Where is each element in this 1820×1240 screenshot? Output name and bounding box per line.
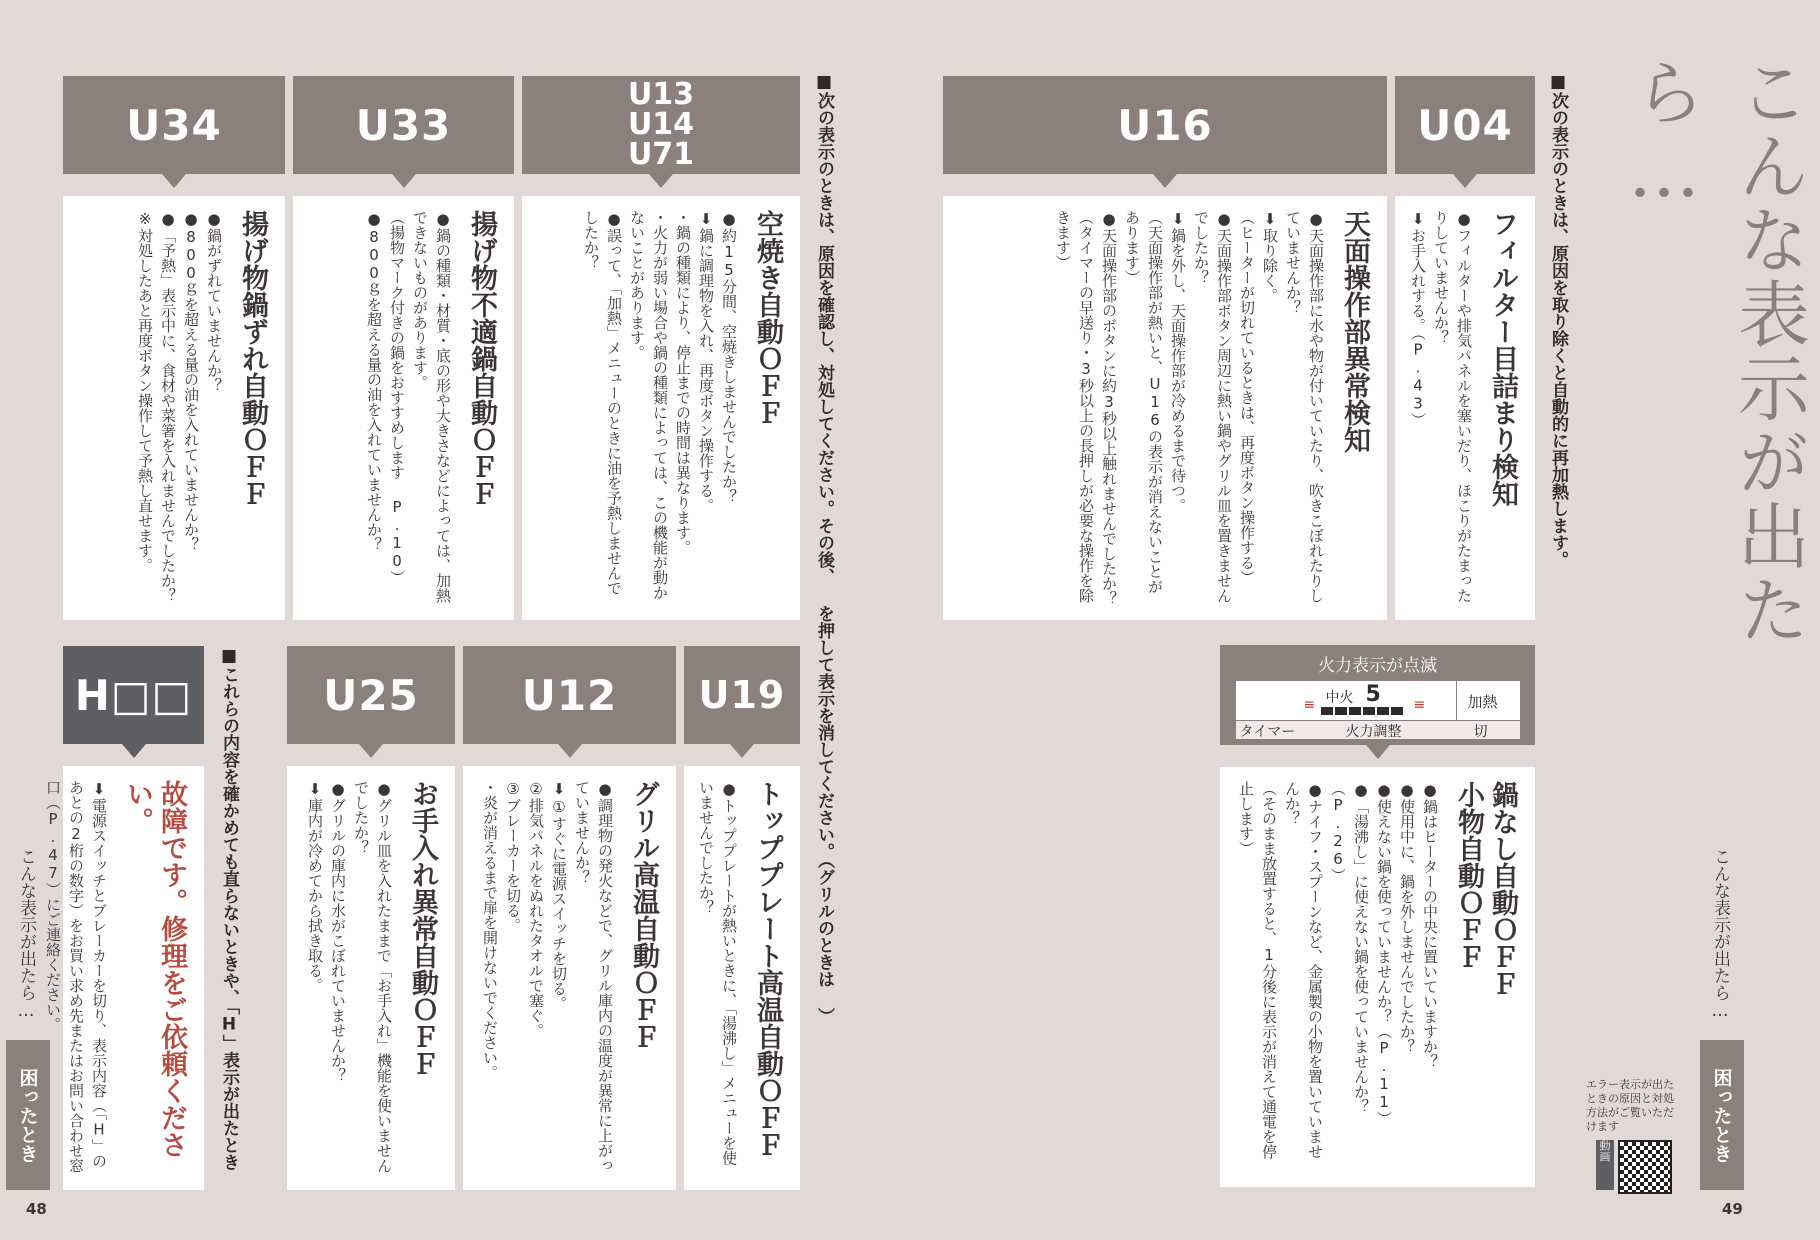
heat-level-bar	[1321, 707, 1405, 715]
card-body: ●鍋の種類・材質・底の形や大きさなどによっては、加熱できないものがあります。 （揚物マーク付きの鍋をおすすめします P.10） ●800ｇを超える量の油を入れていませんか？	[365, 210, 452, 603]
u34-card	[63, 196, 285, 620]
error-code: H□□	[74, 670, 193, 720]
error-code: U14	[627, 107, 695, 142]
card-body: ⬇電源スイッチとブレーカーを切り、表示内容（「H」のあとの2桁の数字）をお買い求め先またはお問い合わせ窓口（P.47）にご連絡ください。	[44, 780, 108, 1173]
card-title: 空焼き自動ＯＦＦ	[752, 210, 783, 426]
h-header	[63, 646, 204, 744]
lcd-header	[1220, 645, 1535, 745]
card-body: ●グリル皿を入れたままで「お手入れ」機能を使いませんでしたか？ ●グリルの庫内に水がこぼれていませんか？ ⬇庫内が冷めてから拭き取る。	[306, 780, 393, 1173]
u25-card	[287, 766, 455, 1190]
u33-card	[293, 196, 514, 620]
u34-header	[63, 76, 285, 174]
sidebar-label-right: こんな表示が出たら…	[1710, 848, 1730, 1021]
u13-header	[522, 76, 800, 174]
card-title: 鍋なし自動ＯＦＦ 小物自動ＯＦＦ	[1453, 781, 1518, 997]
u13-card	[522, 196, 800, 620]
u33-header	[293, 76, 514, 174]
card-body: ●調理物の発火などで、グリル庫内の温度が異常に上がっていませんか？ ⬇①すぐに電源スイッチを切る。 ②排気パネルをぬれたタオルで塞ぐ。 ③ブレーカーを切る。 ・炎が消えるまで扉を開けないでください。	[481, 780, 614, 1173]
card-body: ●鍋がずれていませんか？ ●800ｇを超える量の油を入れていませんか？ ●「予熱」表示中に、食材や菜箸を入れませんでしたか？ ※対処したあと再度ボタン操作して予熱し直せます。	[136, 210, 223, 603]
card-title: グリル高温自動ＯＦＦ	[628, 780, 659, 1050]
error-code: U19	[698, 673, 786, 717]
lcd-display	[1235, 680, 1521, 740]
lcd-level-label: 中火	[1325, 690, 1354, 706]
sidebar-tab-left[interactable]: 困ったとき	[6, 1040, 50, 1190]
lcd-caption: 火力表示が点滅	[1318, 656, 1437, 676]
card-body: ●トッププレートが熱いときに、「湯沸し」メニューを使いませんでしたか？	[697, 780, 738, 1166]
card-title: 揚げ物鍋ずれ自動ＯＦＦ	[237, 210, 268, 507]
sidebar-label-left: こんな表示が出たら…	[16, 848, 36, 1021]
card-body: ●鍋はヒーターの中央に置いていますか？ ●使用中に、鍋を外しませんでしたか？ ●使えない鍋を使っていませんか？（P.11） ●「湯沸し」に使えない鍋を使っていませんか？（P.26） ●ナイフ・スプーンなど、金属製の小物を置いていませんか？ （そのまま放置すると、1分後に表示が消えて通電を停止します）	[1237, 781, 1439, 1159]
u25-header	[287, 646, 455, 744]
lcd-level-value: 5	[1365, 682, 1381, 707]
card-title: 揚げ物不適鍋自動ＯＦＦ	[466, 210, 497, 507]
lcd-heat-label: 加熱	[1467, 693, 1498, 711]
card-title: フィルター目詰まり検知	[1487, 210, 1518, 507]
error-code: U33	[355, 100, 452, 150]
error-code: U71	[627, 137, 695, 172]
h-card	[44, 766, 204, 1190]
error-code: U12	[521, 670, 618, 720]
intro-right: ■次の表示のときは、原因を取り除くと自動的に再加熱します。	[1548, 72, 1568, 568]
card-title: 天面操作部異常検知	[1339, 210, 1370, 453]
card-title: お手入れ異常自動ＯＦＦ	[407, 780, 438, 1077]
card-body: ●約15分間、空焼きしませんでしたか？ ⬇鍋に調理物を入れ、再度ボタン操作する。 ・鍋の種類により、停止までの時間は異なります。 ・火力が弱い場合や鍋の種類によっては、この機能が動かないことがあります。 ●誤って、「加熱」メニューのときに油を予熱しませんでしたか？	[582, 210, 738, 600]
error-code: U34	[126, 100, 222, 150]
page-number-left: 48	[26, 1200, 47, 1218]
u04-card	[1395, 196, 1535, 620]
nabe-card	[1220, 767, 1535, 1187]
error-code: U13	[627, 77, 695, 112]
u19-header	[684, 646, 800, 744]
intro-left: ■次の表示のときは、原因を確認し、対処してください。その後、 を押して表示を消してください。（グリルのときは ）	[814, 72, 834, 1025]
u04-header	[1395, 76, 1535, 174]
sidebar-tab-right[interactable]: 困ったとき	[1700, 1040, 1744, 1190]
u16-header	[943, 76, 1387, 174]
u16-card	[943, 196, 1387, 620]
qr-code-icon[interactable]	[1618, 1140, 1672, 1194]
blink-icon: ≡	[1303, 697, 1316, 713]
error-code: U16	[1117, 100, 1213, 150]
page-number-right: 49	[1722, 1200, 1743, 1218]
card-body: ●フィルターや排気パネルを塞いだり、ほこりがたまったりしていませんか？ ⬇お手入れする。（P.43）	[1409, 210, 1473, 603]
card-title: トッププレート高温自動ＯＦＦ	[752, 780, 783, 1158]
lcd-off-label: 切	[1473, 724, 1488, 740]
error-code: U04	[1417, 100, 1513, 150]
error-code: U25	[323, 670, 419, 720]
video-note: エラー表示が出たときの原因と対処方法がご覧いただけます	[1586, 1078, 1674, 1133]
u12-card	[463, 766, 676, 1190]
page-title: こんな表示が出たら…	[1622, 55, 1810, 647]
card-title: 故障です。修理をご依頼ください。	[122, 780, 187, 1158]
lcd-adjust-label: 火力調整	[1345, 724, 1402, 740]
note-h: ■これらの内容を確かめても直らないときや、「H」表示が出たとき	[219, 646, 239, 1171]
u12-header	[463, 646, 676, 744]
card-body: ●天面操作部に水や物が付いていたり、吹きこぼれたりしていませんか？ ⬇取り除く。 （ヒーターが切れているときは、再度ボタン操作する） ●天面操作部ボタン周辺に熱い鍋やグリル皿を置きませんでしたか？ ⬇鍋を外し、天面操作部が冷めるまで待つ。 （天面操作部が熱いと、U16の表示が消えないことがあります） ●天面操作部のボタンに約3秒以上触れませんでしたか？ （タイマーの早送り・3秒以上の長押しが必要な操作を除きます）	[1054, 210, 1325, 606]
lcd-timer-label: タイマー	[1239, 724, 1296, 740]
blink-icon: ≡	[1413, 697, 1426, 713]
u19-card	[684, 766, 800, 1190]
video-badge: 動画	[1596, 1140, 1614, 1190]
